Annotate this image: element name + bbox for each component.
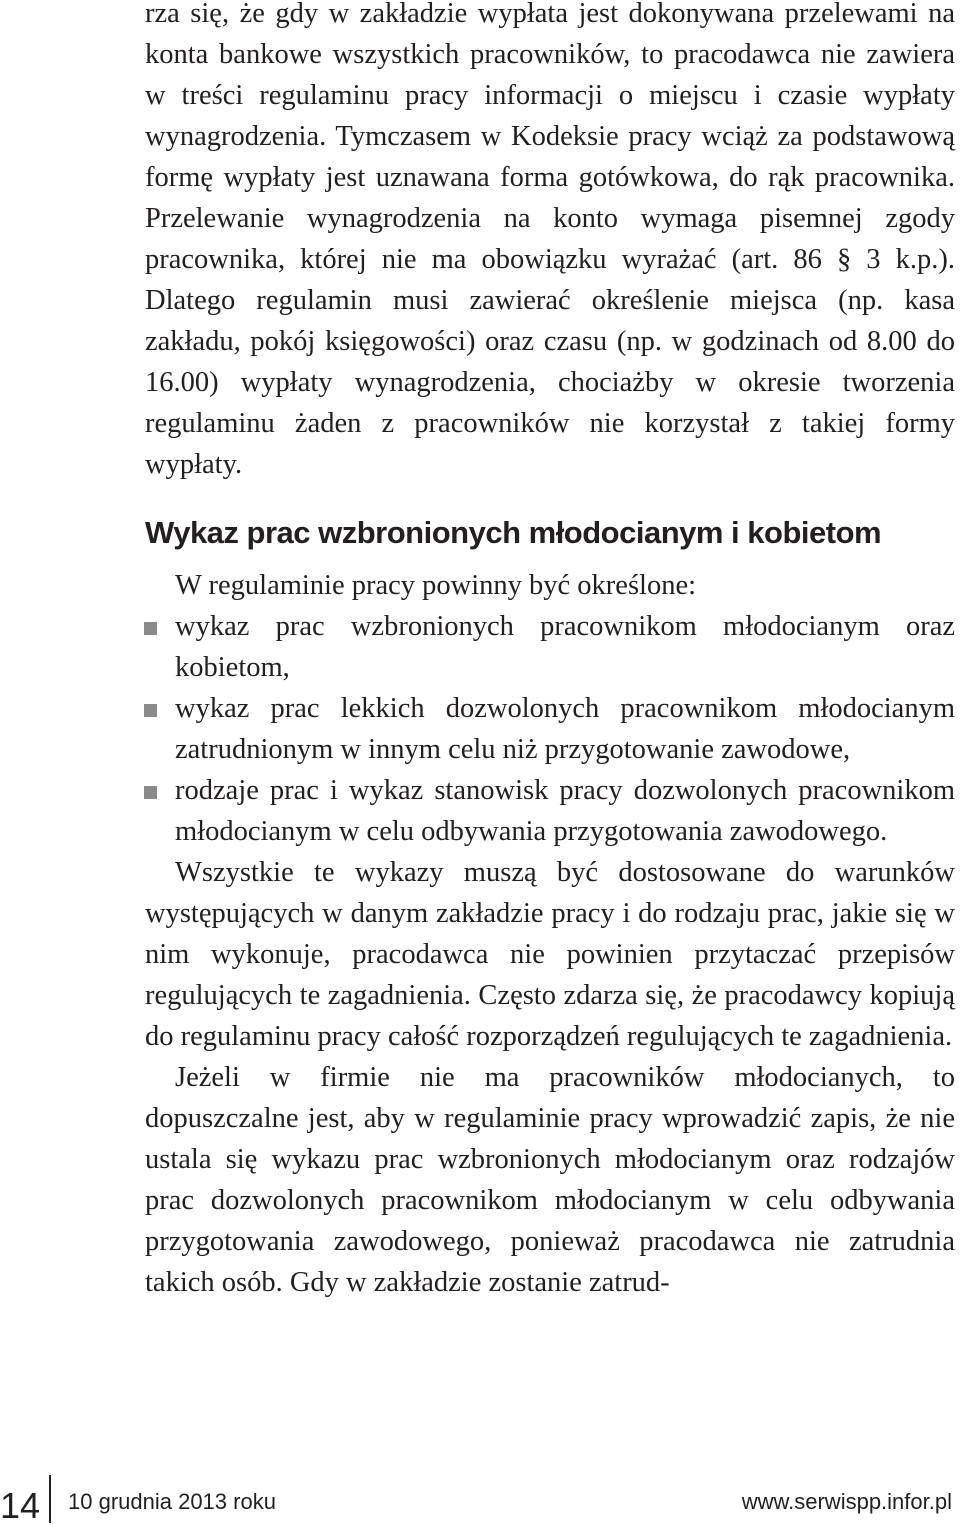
- intro-paragraph: rza się, że gdy w zakładzie wypłata jest dokonywana przelewami na konta bankowe wszystkich pracowników, to pracodawca nie zawiera w treści regulaminu pracy informacji o miejscu i czasie wypłaty wynagrodzenia. Tymczasem w Kodeksie pracy wciąż za podstawową formę wypłaty jest uznawana forma gotówkowa, do rąk pracownika. Przelewanie wynagrodzenia na konto wymaga pisemnej zgody pracownika, której nie ma obowiązku wyrażać (art. 86 § 3 k.p.). Dlatego regulamin musi zawierać określenie miejsca (np. kasa zakładu, pokój księgowości) oraz czasu (np. w godzinach od 8.00 do 16.00) wypłaty wynagrodzenia, chociażby w okresie tworzenia regulaminu żaden z pracowników nie korzystał z takiej formy wypłaty.: [145, 0, 955, 480]
- list-item: [145, 688, 955, 770]
- website-url: www.serwispp.infor.pl: [741, 1489, 952, 1514]
- section-body: [145, 565, 955, 1303]
- intro-block: [145, 0, 955, 485]
- footer-divider: [49, 1475, 51, 1523]
- list-item-text: wykaz prac wzbronionych pracownikom młodocianym oraz kobietom,: [175, 611, 955, 683]
- list-item-text: rodzaje prac i wykaz stanowisk pracy dozwolonych pracownikom młodocianym w celu odbywania przygotowania zawodowego.: [175, 775, 955, 847]
- paragraph-2: Wszystkie te wykazy muszą być dostosowane do warunków występujących w danym zakładzie pracy i do rodzaju prac, jakie się w nim wykonuje, pracodawca nie powinien przytaczać przepisów regulujących te zagadnienia. Często zdarza się, że pracodawcy kopiują do regulaminu pracy całość rozporządzeń regulujących te zagadnienia.: [145, 857, 955, 1052]
- paragraph-3: Jeżeli w firmie nie ma pracowników młodocianych, to dopuszczalne jest, aby w regulaminie pracy wprowadzić zapis, że nie ustala się wykazu prac wzbronionych młodocianym oraz rodzajów prac dozwolonych pracownikom młodocianym w celu odbywania przygotowania zawodowego, ponieważ pracodawca nie zatrudnia takich osób. Gdy w zakładzie zostanie zatrud-: [145, 1062, 955, 1298]
- square-bullet-icon: [144, 786, 157, 799]
- list-intro: W regulaminie pracy powinny być określone:: [175, 570, 697, 601]
- page-footer: [0, 1475, 960, 1526]
- list-item-text: wykaz prac lekkich dozwolonych pracownikom młodocianym zatrudnionym w innym celu niż przygotowanie zawodowe,: [175, 693, 955, 765]
- square-bullet-icon: [144, 622, 157, 635]
- square-bullet-icon: [144, 704, 157, 717]
- section-heading: Wykaz prac wzbronionych młodocianym i kobietom: [145, 515, 882, 550]
- list-item: [145, 606, 955, 688]
- list-item: [145, 770, 955, 852]
- issue-date: 10 grudnia 2013 roku: [68, 1489, 276, 1514]
- page-number: 14: [0, 1485, 41, 1526]
- requirements-list: [145, 606, 955, 852]
